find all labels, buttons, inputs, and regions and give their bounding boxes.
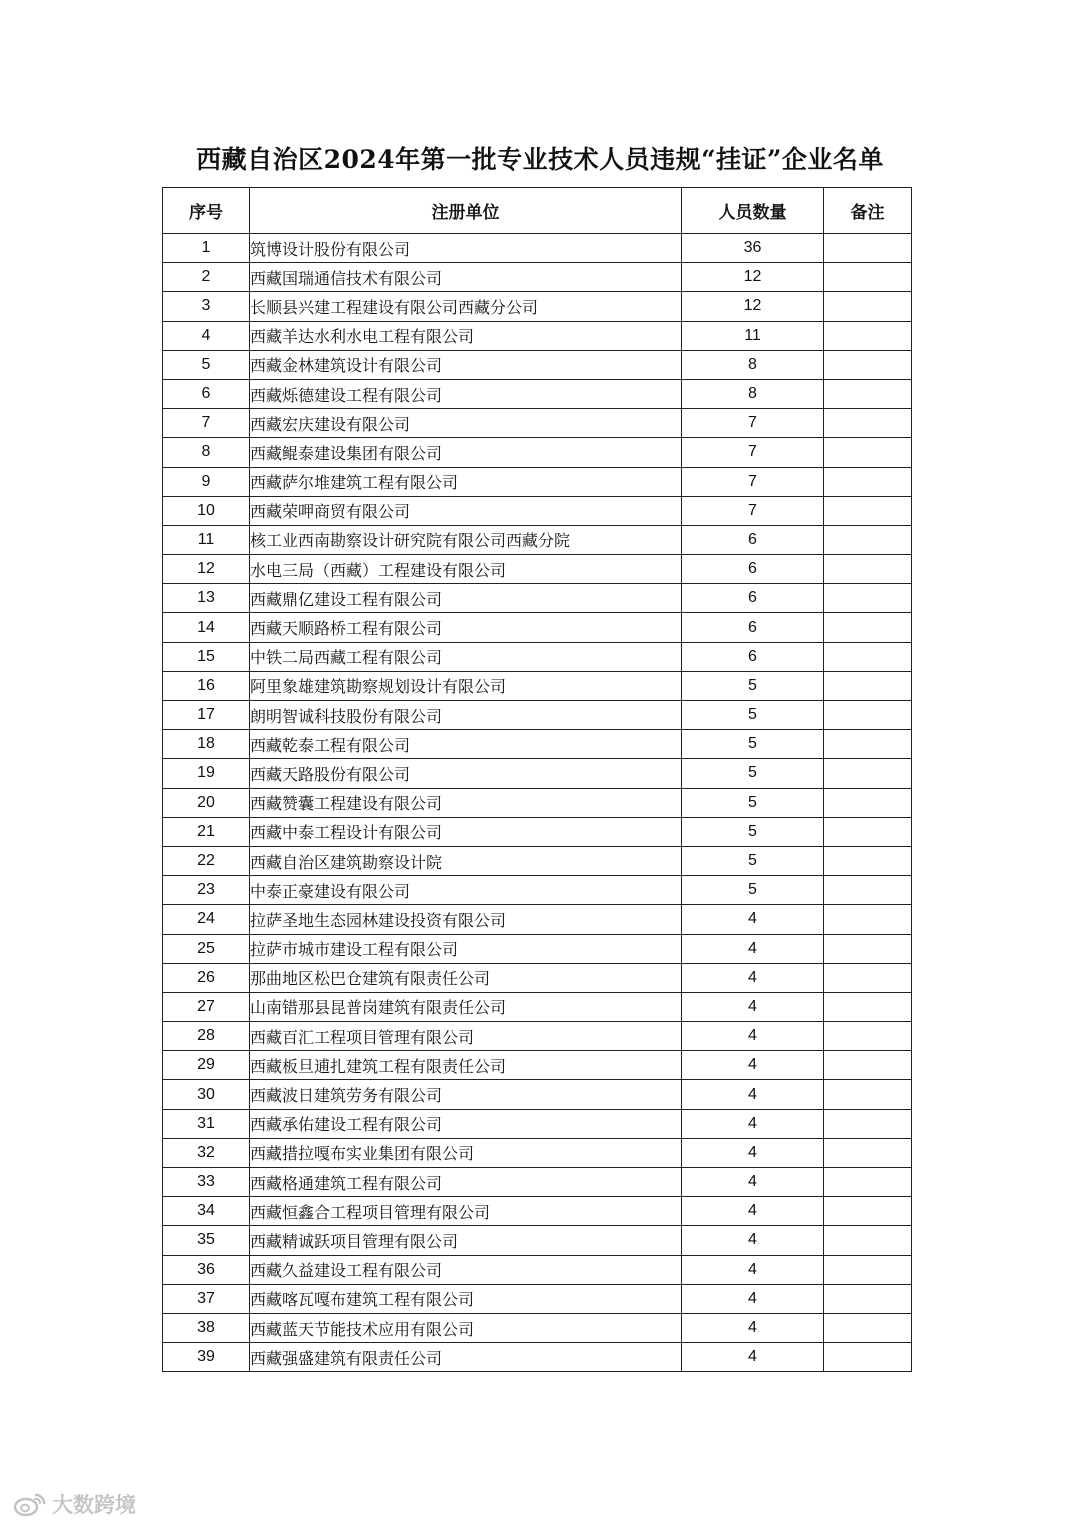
cell-remark xyxy=(824,263,912,292)
cell-remark xyxy=(824,876,912,905)
cell-registered-unit: 那曲地区松巴仓建筑有限责任公司 xyxy=(250,963,682,992)
table-row xyxy=(163,1255,912,1284)
table-row xyxy=(163,496,912,525)
cell-personnel-count: 4 xyxy=(682,992,824,1021)
table-row xyxy=(163,263,912,292)
cell-personnel-count: 4 xyxy=(682,1051,824,1080)
cell-personnel-count: 4 xyxy=(682,963,824,992)
cell-personnel-count: 5 xyxy=(682,701,824,730)
cell-personnel-count: 7 xyxy=(682,496,824,525)
table-row xyxy=(163,525,912,554)
cell-registered-unit: 筑博设计股份有限公司 xyxy=(250,234,682,263)
cell-personnel-count: 7 xyxy=(682,467,824,496)
cell-remark xyxy=(824,1022,912,1051)
cell-remark xyxy=(824,525,912,554)
cell-remark xyxy=(824,788,912,817)
cell-serial-number: 18 xyxy=(163,730,250,759)
cell-personnel-count: 6 xyxy=(682,613,824,642)
cell-registered-unit: 西藏承佑建设工程有限公司 xyxy=(250,1109,682,1138)
cell-serial-number: 36 xyxy=(163,1255,250,1284)
cell-remark xyxy=(824,963,912,992)
cell-personnel-count: 5 xyxy=(682,846,824,875)
table-row xyxy=(163,1313,912,1342)
cell-remark xyxy=(824,409,912,438)
cell-personnel-count: 5 xyxy=(682,788,824,817)
cell-remark xyxy=(824,934,912,963)
cell-personnel-count: 4 xyxy=(682,1168,824,1197)
cell-registered-unit: 西藏荣呷商贸有限公司 xyxy=(250,496,682,525)
cell-personnel-count: 36 xyxy=(682,234,824,263)
watermark xyxy=(12,1489,136,1519)
table-row xyxy=(163,1343,912,1372)
cell-registered-unit: 山南错那县昆普岗建筑有限责任公司 xyxy=(250,992,682,1021)
cell-remark xyxy=(824,642,912,671)
cell-personnel-count: 5 xyxy=(682,817,824,846)
table-row xyxy=(163,817,912,846)
cell-personnel-count: 5 xyxy=(682,759,824,788)
table-row xyxy=(163,905,912,934)
cell-serial-number: 24 xyxy=(163,905,250,934)
cell-registered-unit: 拉萨圣地生态园林建设投资有限公司 xyxy=(250,905,682,934)
cell-registered-unit: 中泰正豪建设有限公司 xyxy=(250,876,682,905)
cell-remark xyxy=(824,350,912,379)
cell-remark xyxy=(824,1109,912,1138)
cell-registered-unit: 西藏鼎亿建设工程有限公司 xyxy=(250,584,682,613)
table-row xyxy=(163,642,912,671)
cell-personnel-count: 4 xyxy=(682,1313,824,1342)
cell-personnel-count: 4 xyxy=(682,1022,824,1051)
cell-registered-unit: 西藏措拉嘎布实业集团有限公司 xyxy=(250,1138,682,1167)
table-row xyxy=(163,1051,912,1080)
cell-personnel-count: 8 xyxy=(682,350,824,379)
cell-registered-unit: 西藏萨尔堆建筑工程有限公司 xyxy=(250,467,682,496)
page-title: 西藏自治区2024年第一批专业技术人员违规“挂证”企业名单 xyxy=(196,145,884,174)
cell-personnel-count: 6 xyxy=(682,525,824,554)
cell-personnel-count: 11 xyxy=(682,321,824,350)
cell-serial-number: 22 xyxy=(163,846,250,875)
cell-remark xyxy=(824,1313,912,1342)
cell-registered-unit: 西藏赞囊工程建设有限公司 xyxy=(250,788,682,817)
cell-personnel-count: 4 xyxy=(682,1138,824,1167)
cell-personnel-count: 4 xyxy=(682,1284,824,1313)
cell-registered-unit: 拉萨市城市建设工程有限公司 xyxy=(250,934,682,963)
cell-remark xyxy=(824,321,912,350)
cell-serial-number: 35 xyxy=(163,1226,250,1255)
cell-serial-number: 9 xyxy=(163,467,250,496)
table-row xyxy=(163,963,912,992)
cell-remark xyxy=(824,1226,912,1255)
cell-personnel-count: 7 xyxy=(682,438,824,467)
table-row xyxy=(163,730,912,759)
cell-registered-unit: 西藏格通建筑工程有限公司 xyxy=(250,1168,682,1197)
cell-remark xyxy=(824,379,912,408)
table-row xyxy=(163,876,912,905)
cell-registered-unit: 西藏百汇工程项目管理有限公司 xyxy=(250,1022,682,1051)
cell-registered-unit: 长顺县兴建工程建设有限公司西藏分公司 xyxy=(250,292,682,321)
cell-registered-unit: 西藏金林建筑设计有限公司 xyxy=(250,350,682,379)
cell-registered-unit: 阿里象雄建筑勘察规划设计有限公司 xyxy=(250,671,682,700)
table-row xyxy=(163,934,912,963)
cell-serial-number: 1 xyxy=(163,234,250,263)
table-row xyxy=(163,467,912,496)
cell-personnel-count: 4 xyxy=(682,1226,824,1255)
table-row xyxy=(163,613,912,642)
table-row xyxy=(163,409,912,438)
cell-registered-unit: 西藏喀瓦嘎布建筑工程有限公司 xyxy=(250,1284,682,1313)
cell-personnel-count: 6 xyxy=(682,584,824,613)
weibo-logo-icon xyxy=(12,1491,48,1517)
cell-remark xyxy=(824,992,912,1021)
cell-remark xyxy=(824,1284,912,1313)
table-row xyxy=(163,1197,912,1226)
table-row xyxy=(163,1080,912,1109)
cell-serial-number: 28 xyxy=(163,1022,250,1051)
cell-personnel-count: 5 xyxy=(682,671,824,700)
table-row xyxy=(163,701,912,730)
cell-remark xyxy=(824,496,912,525)
cell-personnel-count: 5 xyxy=(682,730,824,759)
table-row xyxy=(163,1138,912,1167)
cell-serial-number: 34 xyxy=(163,1197,250,1226)
cell-personnel-count: 8 xyxy=(682,379,824,408)
cell-remark xyxy=(824,234,912,263)
cell-personnel-count: 7 xyxy=(682,409,824,438)
cell-serial-number: 14 xyxy=(163,613,250,642)
cell-serial-number: 11 xyxy=(163,525,250,554)
cell-serial-number: 23 xyxy=(163,876,250,905)
cell-remark xyxy=(824,846,912,875)
table-row xyxy=(163,1226,912,1255)
cell-remark xyxy=(824,701,912,730)
cell-remark xyxy=(824,584,912,613)
cell-remark xyxy=(824,1138,912,1167)
cell-remark xyxy=(824,905,912,934)
cell-remark xyxy=(824,1255,912,1284)
cell-serial-number: 27 xyxy=(163,992,250,1021)
table-row xyxy=(163,1284,912,1313)
cell-serial-number: 8 xyxy=(163,438,250,467)
table-header xyxy=(163,188,912,234)
cell-serial-number: 17 xyxy=(163,701,250,730)
cell-serial-number: 38 xyxy=(163,1313,250,1342)
cell-personnel-count: 12 xyxy=(682,292,824,321)
cell-registered-unit: 水电三局（西藏）工程建设有限公司 xyxy=(250,555,682,584)
cell-serial-number: 20 xyxy=(163,788,250,817)
cell-remark xyxy=(824,1197,912,1226)
cell-registered-unit: 西藏板旦逋扎建筑工程有限责任公司 xyxy=(250,1051,682,1080)
cell-registered-unit: 核工业西南勘察设计研究院有限公司西藏分院 xyxy=(250,525,682,554)
cell-registered-unit: 西藏宏庆建设有限公司 xyxy=(250,409,682,438)
table-row xyxy=(163,321,912,350)
cell-personnel-count: 6 xyxy=(682,555,824,584)
cell-serial-number: 2 xyxy=(163,263,250,292)
cell-serial-number: 31 xyxy=(163,1109,250,1138)
cell-personnel-count: 6 xyxy=(682,642,824,671)
cell-registered-unit: 西藏恒鑫合工程项目管理有限公司 xyxy=(250,1197,682,1226)
cell-remark xyxy=(824,730,912,759)
cell-serial-number: 21 xyxy=(163,817,250,846)
cell-serial-number: 32 xyxy=(163,1138,250,1167)
cell-personnel-count: 4 xyxy=(682,1255,824,1284)
cell-serial-number: 37 xyxy=(163,1284,250,1313)
cell-serial-number: 39 xyxy=(163,1343,250,1372)
cell-registered-unit: 西藏鲲泰建设集团有限公司 xyxy=(250,438,682,467)
table-row xyxy=(163,846,912,875)
cell-personnel-count: 4 xyxy=(682,1197,824,1226)
cell-serial-number: 29 xyxy=(163,1051,250,1080)
header-registered-unit: 注册单位 xyxy=(250,188,682,234)
cell-registered-unit: 西藏乾泰工程有限公司 xyxy=(250,730,682,759)
cell-registered-unit: 朗明智诚科技股份有限公司 xyxy=(250,701,682,730)
table-body xyxy=(163,234,912,1372)
cell-personnel-count: 4 xyxy=(682,1343,824,1372)
watermark-text: 大数跨境 xyxy=(52,1493,136,1517)
cell-serial-number: 10 xyxy=(163,496,250,525)
cell-registered-unit: 西藏国瑞通信技术有限公司 xyxy=(250,263,682,292)
cell-serial-number: 7 xyxy=(163,409,250,438)
cell-remark xyxy=(824,555,912,584)
cell-personnel-count: 4 xyxy=(682,905,824,934)
cell-personnel-count: 5 xyxy=(682,876,824,905)
cell-serial-number: 13 xyxy=(163,584,250,613)
table-row xyxy=(163,584,912,613)
cell-registered-unit: 西藏中泰工程设计有限公司 xyxy=(250,817,682,846)
cell-remark xyxy=(824,671,912,700)
table-row xyxy=(163,1168,912,1197)
header-row xyxy=(163,188,912,234)
cell-registered-unit: 西藏波日建筑劳务有限公司 xyxy=(250,1080,682,1109)
table-row xyxy=(163,350,912,379)
cell-serial-number: 30 xyxy=(163,1080,250,1109)
cell-registered-unit: 西藏天顺路桥工程有限公司 xyxy=(250,613,682,642)
cell-personnel-count: 4 xyxy=(682,1109,824,1138)
table-row xyxy=(163,1022,912,1051)
cell-remark xyxy=(824,759,912,788)
cell-serial-number: 6 xyxy=(163,379,250,408)
cell-registered-unit: 西藏羊达水利水电工程有限公司 xyxy=(250,321,682,350)
cell-serial-number: 3 xyxy=(163,292,250,321)
cell-personnel-count: 12 xyxy=(682,263,824,292)
cell-remark xyxy=(824,1168,912,1197)
cell-remark xyxy=(824,1080,912,1109)
cell-registered-unit: 西藏精诚跃项目管理有限公司 xyxy=(250,1226,682,1255)
table-row xyxy=(163,438,912,467)
cell-remark xyxy=(824,1343,912,1372)
table-row xyxy=(163,292,912,321)
table-row xyxy=(163,1109,912,1138)
cell-remark xyxy=(824,467,912,496)
cell-serial-number: 33 xyxy=(163,1168,250,1197)
violation-company-table xyxy=(162,187,912,1372)
cell-serial-number: 4 xyxy=(163,321,250,350)
header-remark: 备注 xyxy=(824,188,912,234)
cell-serial-number: 5 xyxy=(163,350,250,379)
cell-serial-number: 25 xyxy=(163,934,250,963)
cell-serial-number: 19 xyxy=(163,759,250,788)
cell-registered-unit: 西藏久益建设工程有限公司 xyxy=(250,1255,682,1284)
cell-remark xyxy=(824,613,912,642)
cell-registered-unit: 中铁二局西藏工程有限公司 xyxy=(250,642,682,671)
cell-registered-unit: 西藏烁德建设工程有限公司 xyxy=(250,379,682,408)
table-row xyxy=(163,555,912,584)
cell-serial-number: 16 xyxy=(163,671,250,700)
table-row xyxy=(163,992,912,1021)
cell-registered-unit: 西藏蓝天节能技术应用有限公司 xyxy=(250,1313,682,1342)
cell-remark xyxy=(824,1051,912,1080)
cell-personnel-count: 4 xyxy=(682,934,824,963)
cell-registered-unit: 西藏天路股份有限公司 xyxy=(250,759,682,788)
cell-serial-number: 15 xyxy=(163,642,250,671)
header-personnel-count: 人员数量 xyxy=(682,188,824,234)
cell-serial-number: 26 xyxy=(163,963,250,992)
header-serial-number: 序号 xyxy=(163,188,250,234)
table-row xyxy=(163,759,912,788)
cell-remark xyxy=(824,438,912,467)
table-row xyxy=(163,671,912,700)
cell-remark xyxy=(824,817,912,846)
cell-remark xyxy=(824,292,912,321)
cell-personnel-count: 4 xyxy=(682,1080,824,1109)
cell-serial-number: 12 xyxy=(163,555,250,584)
cell-registered-unit: 西藏自治区建筑勘察设计院 xyxy=(250,846,682,875)
table-row xyxy=(163,788,912,817)
table-row xyxy=(163,379,912,408)
cell-registered-unit: 西藏强盛建筑有限责任公司 xyxy=(250,1343,682,1372)
table-row xyxy=(163,234,912,263)
